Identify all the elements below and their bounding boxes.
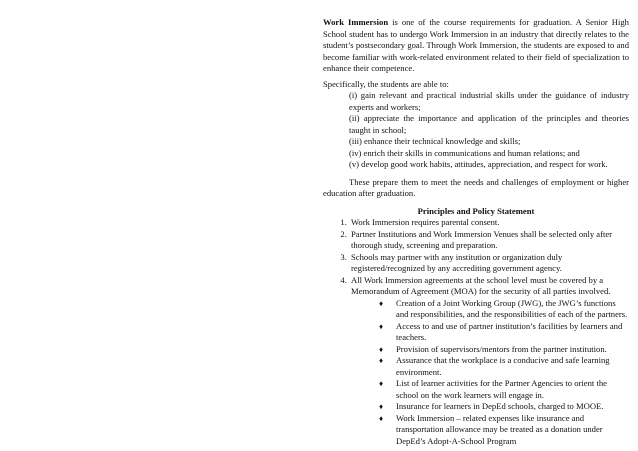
- objectives-list: [323, 90, 629, 171]
- moa-bullet-item: [379, 355, 629, 378]
- objective-item: (i) gain relevant and practical industrial skills under the guidance of industry experts and workers;: [349, 90, 629, 112]
- objective-item: (iv) enrich their skills in communications and human relations; and: [349, 147, 580, 158]
- diamond-bullet-icon: ♦: [379, 298, 384, 308]
- diamond-bullet-icon: ♦: [379, 413, 384, 423]
- moa-bullet-text: Work Immersion – related expenses like insurance and transportation allowance may be treated as a donation under DepEd’s Adopt-A-School Program: [396, 412, 603, 446]
- moa-bullet-item: [379, 321, 629, 344]
- policy-item: [349, 275, 629, 448]
- moa-bullet-item: [379, 413, 629, 448]
- intro-paragraph: [323, 17, 629, 75]
- moa-bullet-text: Provision of supervisors/mentors from the partner institution.: [396, 343, 607, 354]
- objective-item: (iii) enhance their technical knowledge and skills;: [349, 136, 521, 146]
- policy-item: 1. Work Immersion requires parental consent.: [349, 217, 629, 229]
- policy-list: [323, 217, 629, 447]
- diamond-bullet-icon: ♦: [379, 379, 384, 388]
- diamond-bullet-icon: ♦: [379, 344, 384, 354]
- diamond-bullet-icon: ♦: [379, 402, 384, 411]
- moa-bullet-text: Creation of a Joint Working Group (JWG), the JWG’s functions and responsibilities, and the responsibilities of each of the partners.: [396, 297, 628, 319]
- policy-item: 2. Partner Institutions and Work Immersion Venues shall be selected only after thorough study, screening and preparation.: [349, 229, 629, 252]
- moa-bullet-text: List of learner activities for the Partner Agencies to orient the school on the work learners will engage in.: [396, 378, 607, 400]
- policy-item: 3. Schools may partner with any institution or organization duly registered/recognized by any accrediting government agency.: [349, 252, 629, 275]
- moa-bullet-item: [379, 344, 629, 356]
- diamond-bullet-icon: ♦: [379, 321, 384, 331]
- moa-bullet-text: Insurance for learners in DepEd schools, charged to MOOE.: [396, 401, 604, 411]
- objectives-lead: Specifically, the students are able to:: [323, 78, 449, 89]
- policy-heading: Principles and Policy Statement: [417, 205, 535, 216]
- moa-bullet-item: [379, 401, 629, 413]
- moa-bullet-text: Access to and use of partner institution’s facilities by learners and teachers.: [396, 320, 623, 342]
- document-column: [323, 17, 629, 447]
- closing-paragraph: These prepare them to meet the needs and challenges of employment or higher education after graduation.: [323, 176, 629, 198]
- moa-bullet-list: [351, 298, 629, 448]
- intro-text: is one of the course requirements for graduation. A Senior High School student has to undergo Work Immersion in an industry that directly relates to the student’s postsecondary goal. Through Work Immersion, the students are exposed to and become familiar with work-related environment related to their field of specialization to enhance their competence.: [323, 17, 629, 73]
- moa-bullet-item: [379, 378, 629, 401]
- objective-item: (ii) appreciate the importance and application of the principles and theories taught in school;: [349, 113, 629, 135]
- objective-item: (v) develop good work habits, attitudes, appreciation, and respect for work.: [349, 159, 608, 169]
- diamond-bullet-icon: ♦: [379, 356, 384, 365]
- intro-term: Work Immersion: [323, 17, 389, 27]
- moa-bullet-item: [379, 298, 629, 321]
- policy-item-text: All Work Immersion agreements at the school level must be covered by a Memorandum of Agreement (MOA) for the security of all parties involved.: [351, 274, 611, 296]
- moa-bullet-text: Assurance that the workplace is a conducive and safe learning environment.: [396, 355, 610, 377]
